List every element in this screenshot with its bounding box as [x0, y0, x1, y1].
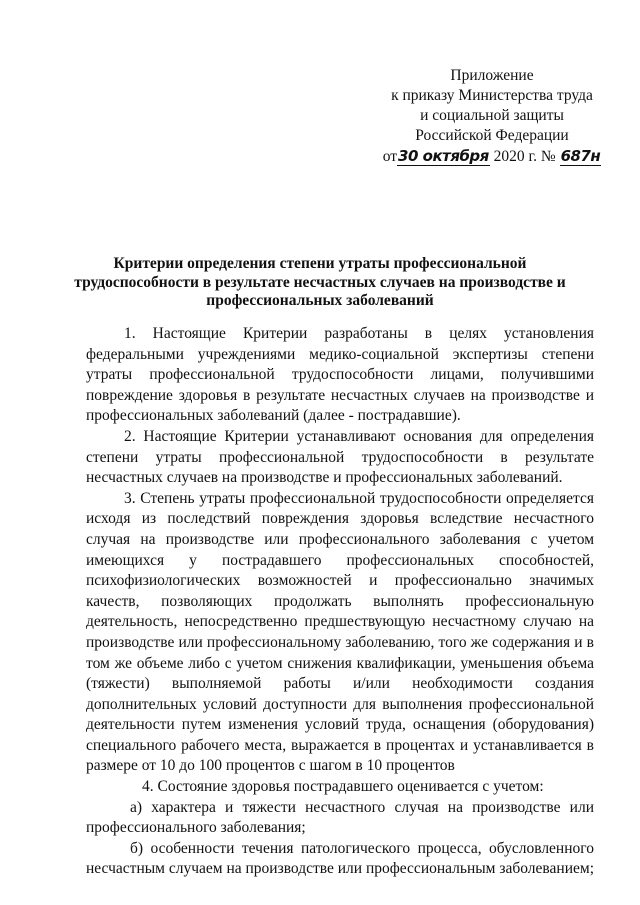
paragraph-3: 3. Степень утраты профессиональной трудоспособности определяется исходя из последствий повреждения здоровья вследствие несчастного случая на производстве или профессионального заболевания с учетом имеющихся у пострадавшего профессиональных способностей, психофизиологических возможностей и профессионально значимых качеств, позволяющих продолжать выполнять профессиональную деятельность, непосредственно предшествующую несчастному случаю на производстве или профессиональному заболеванию, того же содержания и в том же объеме либо с учетом снижения квалификации, уменьшения объема (тяжести) выполняемой работы и/или необходимости создания дополнительных условий доступности для выполнения профессиональной деятельности путем изменения условий труда, оснащения (оборудования) специального рабочего места, выражается в процентах и устанавливается в размере от 10 до 100 процентов с шагом в 10 процентов — [86, 489, 594, 775]
paragraph-4: 4. Состояние здоровья пострадавшего оценивается с учетом: — [142, 778, 544, 796]
order-date-line — [372, 146, 612, 167]
paragraph-2: 2. Настоящие Критерии устанавливают основания для определения степени утраты профессиональной трудоспособности в результате несчастных случаев на производстве и профессиональных заболеваний. — [86, 427, 594, 487]
handwritten-date: 30 октября — [398, 147, 489, 165]
handwritten-number: 687н — [560, 147, 601, 165]
title-line-1: Критерии определения степени утраты профессиональной — [113, 255, 527, 272]
title-line-2: трудоспособности в результате несчастных случаев на производстве и — [74, 273, 566, 291]
title-line-3: профессиональных заболеваний — [206, 292, 434, 309]
appendix-header — [372, 66, 612, 167]
document-title — [60, 255, 580, 311]
appendix-order-ref: к приказу Министерства труда — [391, 87, 593, 104]
order-prefix: от — [382, 148, 398, 165]
paragraph-1: 1. Настоящие Критерии разработаны в целях установления федеральными учреждениями медико-социальной экспертизы степени утраты профессиональной трудоспособности лицами, получившими повреждение здоровья в результате несчастных случаев на производстве и профессиональных заболеваний (далее - пострадавшие). — [86, 325, 594, 425]
appendix-ministry: и социальной защиты — [420, 107, 564, 124]
document-body — [86, 324, 594, 880]
subparagraph-a: а) характера и тяжести несчастного случая на производстве или профессионального заболевания; — [86, 798, 594, 837]
order-year: 2020 г. № — [489, 148, 560, 165]
subparagraph-b: б) особенности течения патологического процесса, обусловленного несчастным случаем на производстве или профессиональным заболеванием; — [86, 839, 594, 878]
appendix-label: Приложение — [450, 67, 534, 84]
appendix-country: Российской Федерации — [415, 127, 569, 144]
